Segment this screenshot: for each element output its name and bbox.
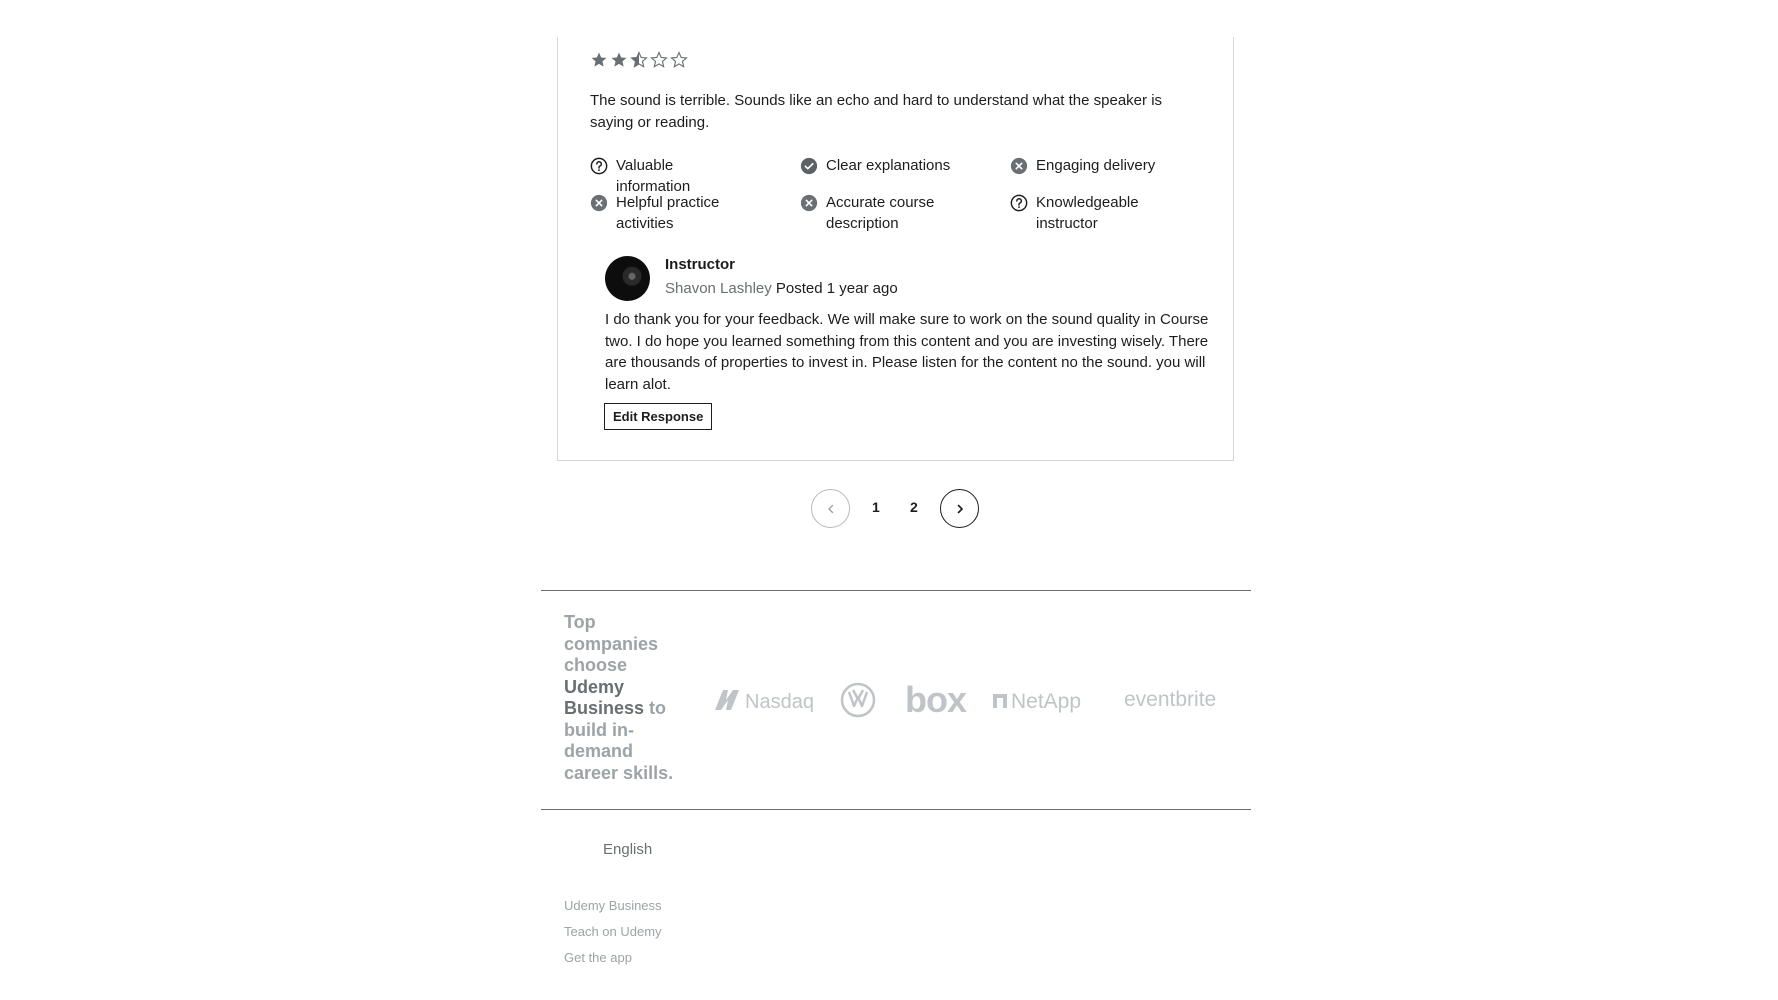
star-empty-icon bbox=[670, 51, 688, 69]
response-text: I do thank you for your feedback. We will make sure to work on the sound quality in Course two. I do hope you learned something from this content and you are investing wisely. There are thousands of properties to invest in. Please listen for the content no the sound. you will learn alot. bbox=[605, 311, 1209, 393]
feedback-item bbox=[800, 155, 956, 176]
response-role: Instructor bbox=[665, 256, 736, 273]
footer-link-teach[interactable]: Teach on Udemy bbox=[564, 924, 662, 939]
next-page-button[interactable] bbox=[940, 489, 979, 528]
star-half-icon bbox=[630, 51, 648, 69]
language-label: English bbox=[603, 841, 653, 858]
x-icon bbox=[1010, 157, 1028, 175]
chevron-right-icon bbox=[954, 503, 966, 515]
star-full-icon bbox=[610, 51, 628, 69]
response-posted: Posted 1 year ago bbox=[775, 280, 898, 297]
feedback-item bbox=[590, 155, 746, 197]
feedback-item bbox=[800, 192, 956, 234]
page-2-link[interactable]: 2 bbox=[910, 499, 918, 515]
question-icon bbox=[590, 157, 608, 175]
feedback-label: Clear explanations bbox=[826, 157, 951, 174]
feedback-item bbox=[1010, 155, 1166, 176]
question-icon bbox=[1010, 194, 1028, 212]
footer-link-udemy-business[interactable]: Udemy Business bbox=[564, 898, 662, 913]
divider bbox=[541, 809, 1251, 810]
logo-label: Nasdaq bbox=[745, 691, 814, 713]
star-full-icon bbox=[590, 51, 608, 69]
star-rating bbox=[590, 51, 688, 69]
tagline-highlight: Udemy Business bbox=[564, 676, 645, 718]
star-empty-icon bbox=[650, 51, 668, 69]
tagline-text: to build in-demand career skills. bbox=[564, 698, 674, 783]
check-icon bbox=[800, 157, 818, 175]
nasdaq-logo bbox=[711, 675, 831, 725]
x-icon bbox=[800, 194, 818, 212]
response-author: Shavon Lashley bbox=[665, 280, 772, 297]
x-icon bbox=[590, 194, 608, 212]
review-card bbox=[557, 37, 1234, 461]
response-meta bbox=[665, 280, 898, 297]
volkswagen-logo bbox=[840, 675, 876, 725]
page-1-link[interactable]: 1 bbox=[872, 499, 880, 515]
feedback-label: Helpful practice activities bbox=[616, 194, 720, 232]
feedback-label: Knowledgeable instructor bbox=[1036, 194, 1139, 232]
chevron-left-icon bbox=[825, 503, 837, 515]
footer-link-get-app[interactable]: Get the app bbox=[564, 950, 632, 965]
review-text: The sound is terrible. Sounds like an echo and hard to understand what the speaker is saying or reading. bbox=[590, 92, 1163, 131]
eventbrite-logo: eventbrite bbox=[1124, 688, 1217, 711]
edit-response-button[interactable]: Edit Response bbox=[604, 403, 712, 430]
feedback-label: Engaging delivery bbox=[1036, 157, 1156, 174]
language-selector[interactable] bbox=[603, 841, 652, 858]
logo-label: NetApp bbox=[1011, 690, 1082, 713]
tagline-text: Top companies choose bbox=[564, 612, 659, 675]
feedback-item bbox=[1010, 192, 1166, 234]
feedback-label: Accurate course description bbox=[826, 194, 935, 232]
feedback-label: Valuable information bbox=[616, 157, 691, 195]
prev-page-button[interactable] bbox=[811, 489, 850, 528]
companies-tagline bbox=[564, 612, 674, 784]
divider bbox=[541, 590, 1251, 591]
pagination bbox=[811, 489, 981, 528]
netapp-logo bbox=[991, 675, 1101, 725]
instructor-avatar bbox=[605, 256, 650, 301]
box-logo: box bbox=[905, 679, 967, 720]
feedback-item bbox=[590, 192, 746, 234]
